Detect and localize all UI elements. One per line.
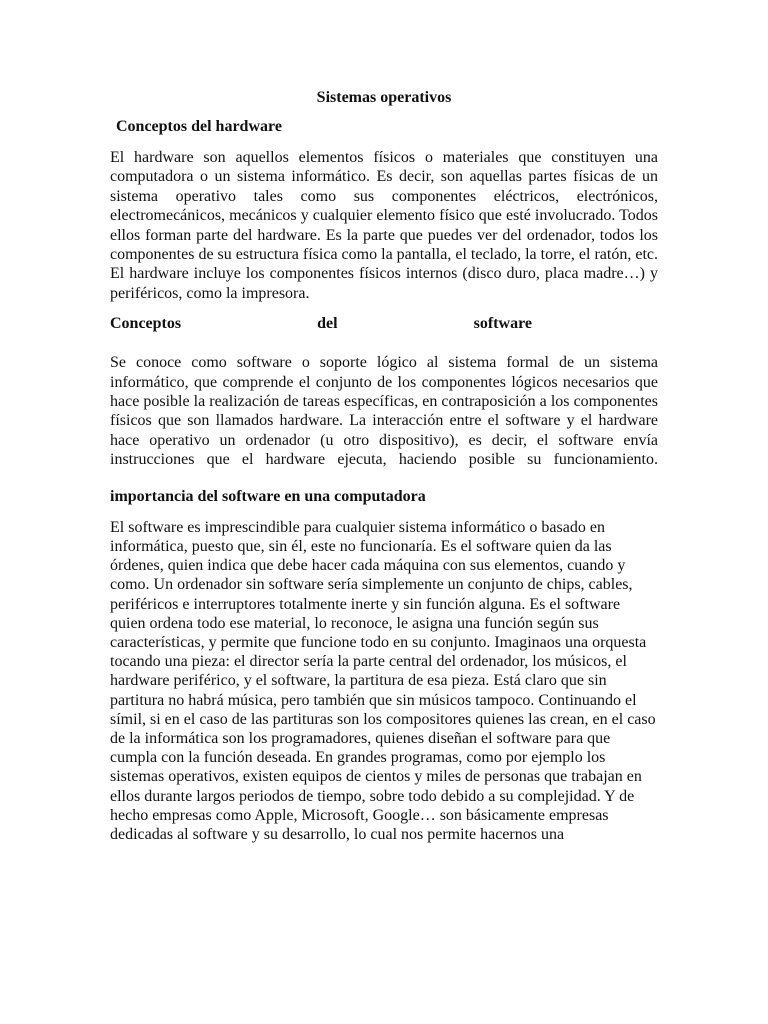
paragraph-hardware: El hardware son aquellos elementos físicos o materiales que constituyen una computadora o un sistema informático. Es decir, son aquellas partes físicas de un sistema operativo tales como sus componentes eléctricos, electrónicos, electromecánicos, mecánicos y cualquier elemento físico que esté involucrado. Todos ellos forman parte del hardware. Es la parte que puedes ver del ordenador, todos los componentes de su estructura física como la pantalla, el teclado, la torre, el ratón, etc. El hardware incluye los componentes físicos internos (disco duro, placa madre…) y periféricos, como la impresora.: [110, 149, 658, 302]
heading-software-word-2: del: [317, 315, 338, 333]
heading-software-word-3: software: [473, 315, 532, 333]
paragraph-software: Se conoce como software o soporte lógico al sistema formal de un sistema informático, que comprende el conjunto de los componentes lógicos necesarios que hace posible la realización de tareas específicas, en contraposición a los componentes físicos que son llamados hardware. La interacción entre el software y el hardware hace operativo un ordenador (u otro dispositivo), es decir, el software envía instrucciones que el hardware ejecuta, haciendo posible su funcionamiento.: [110, 354, 658, 469]
paragraph-importance: El software es imprescindible para cualquier sistema informático o basado en informática, puesto que, sin él, este no funcionaría. Es el software quien da las órdenes, quien indica que debe hacer cada máquina con sus elementos, cuando y como. Un ordenador sin software sería simplemente un conjunto de chips, cables, periféricos e interruptores totalmente inerte y sin función alguna. Es el software quien ordena todo ese material, lo reconoce, le asigna una función según sus características, y permite que funcione todo en su conjunto. Imaginaos una orquesta tocando una pieza: el director sería la parte central del ordenador, los músicos, el hardware periférico, y el software, la partitura de esa pieza. Está claro que sin partitura no habrá música, pero también que sin músicos tampoco. Continuando el símil, si en el caso de las partituras son los compositores quienes las crean, en el caso de la informática son los programadores, quienes diseñan el software para que cumpla con la función deseada. En grandes programas, como por ejemplo los sistemas operativos, existen equipos de cientos y miles de personas que trabajan en ellos durante largos periodos de tiempo, sobre todo debido a su complejidad. Y de hecho empresas como Apple, Microsoft, Google… son básicamente empresas dedicadas al software y su desarrollo, lo cual nos permite hacernos una: [110, 518, 656, 843]
heading-importance: importancia del software en una computadora: [110, 487, 426, 505]
heading-hardware: Conceptos del hardware: [116, 118, 282, 135]
document-title: Sistemas operativos: [316, 89, 452, 106]
heading-software: [110, 313, 532, 335]
document-page: [110, 86, 658, 854]
heading-software-word-1: Conceptos: [110, 315, 182, 333]
